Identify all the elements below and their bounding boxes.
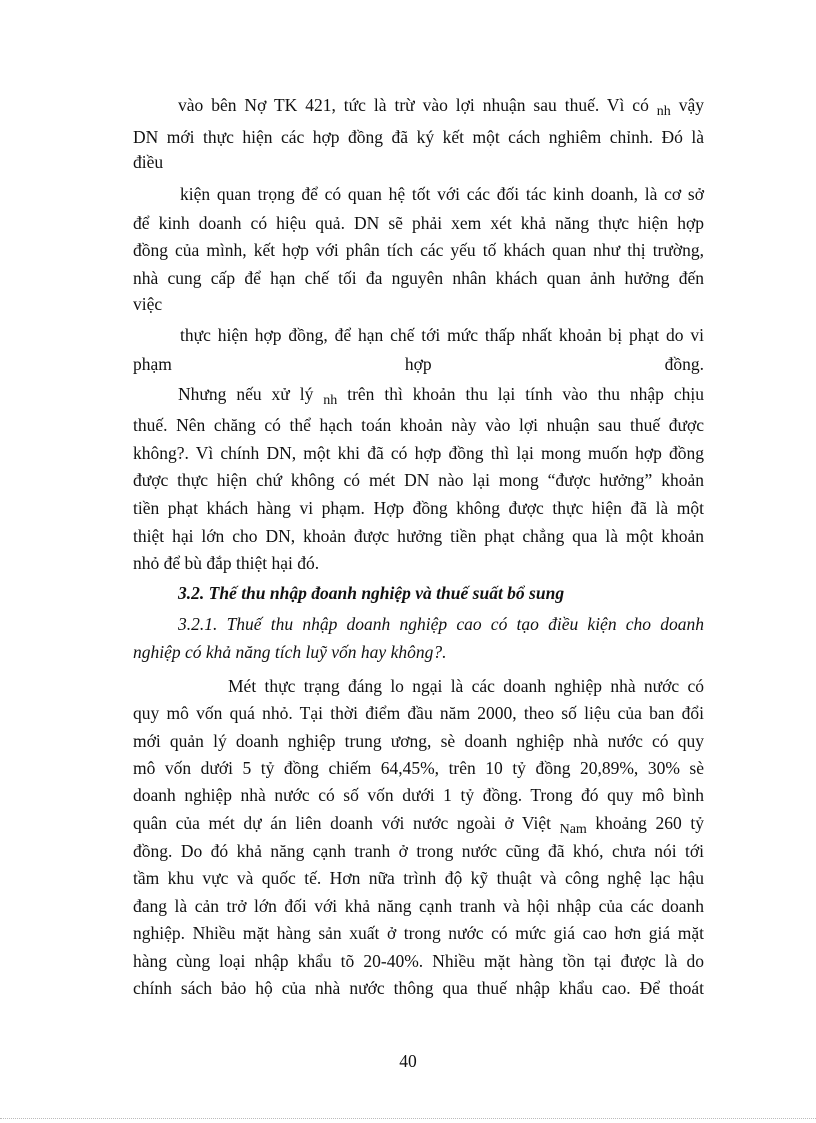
page-number: 40: [399, 1051, 417, 1071]
text-line: kiện quan trọng để có quan hệ tốt với các đối tác kinh doanh, là cơ sở: [180, 184, 704, 204]
text-line: quy mô vốn quá nhỏ. Tại thời điểm đầu năm 2000, theo số liệu của ban đổi: [133, 703, 704, 723]
text-line: quân của mét dự án liên doanh với nước ngoài ở Việt $_{Nam}$ khoảng 260 tỷ: [133, 813, 704, 837]
text-line: DN mới thực hiện các hợp đồng đã ký kết một cách nghiêm chỉnh. Đó là: [133, 127, 704, 147]
subsection-heading: 3.2.1. Thuế thu nhập doanh nghiệp cao có tạo điều kiện cho doanh: [178, 614, 704, 634]
text-line: thực hiện hợp đồng, để hạn chế tới mức thấp nhất khoản bị phạt do vi: [180, 325, 704, 345]
text-line: [133, 352, 704, 376]
text-line: đồng. Do đó khả năng cạnh tranh ở trong nước cũng đã khó, chưa nói tới: [133, 841, 704, 861]
text-line: thiệt hại lớn cho DN, khoản được hưởng tiền phạt chẳng qua là một khoản: [133, 526, 704, 546]
word: hợp: [404, 354, 432, 374]
text-line: tầm khu vực và quốc tế. Hơn nữa trình độ kỹ thuật và công nghệ lạc hậu: [133, 868, 704, 888]
text-line: Nhưng nếu xử lý $_{nh}$ trên thì khoản thu lại tính vào thu nhập chịu: [178, 384, 704, 408]
text-line: thuế. Nên chăng có thể hạch toán khoản này vào lợi nhuận sau thuế được: [133, 415, 704, 435]
section-heading: 3.2. Thế thu nhập đoanh nghiệp và thuế suất bổ sung: [178, 583, 565, 603]
page-bottom-divider: [0, 1118, 816, 1119]
word: đồng.: [664, 354, 704, 374]
text-line: hàng cùng loại nhập khẩu tõ 20-40%. Nhiều mặt hàng tồn tại được là do: [133, 951, 704, 971]
text-line: mới quản lý doanh nghiệp trung ương, sè doanh nghiệp nhà nước có quy: [133, 731, 704, 751]
text-line: đang là cản trở lớn đối với khả năng cạnh tranh và hội nhập của các doanh: [133, 896, 704, 916]
text-line: để kinh doanh có hiệu quả. DN sẽ phải xem xét khả năng thực hiện hợp: [133, 213, 704, 233]
text-line: nghiệp. Nhiều mặt hàng sản xuất ở trong nước có mức giá cao hơn giá mặt: [133, 923, 704, 943]
text-line: nhà cung cấp để hạn chế tối đa nguyên nhân khách quan ảnh hưởng đến: [133, 268, 704, 288]
subsection-heading: nghiệp có khả năng tích luỹ vốn hay không?.: [133, 642, 447, 662]
text-line: nhỏ để bù đắp thiệt hại đó.: [133, 553, 320, 573]
text-line: mô vốn dưới 5 tỷ đồng chiếm 64,45%, trên 10 tỷ đồng 20,89%, 30% sè: [133, 758, 704, 778]
text-line: việc: [133, 294, 163, 314]
text-line: điều: [133, 152, 164, 172]
text-line: không?. Vì chính DN, một khi đã có hợp đồng thì lại mong muốn hợp đồng: [133, 443, 704, 463]
text-line: vào bên Nợ TK 421, tức là trừ vào lợi nhuận sau thuế. Vì có $_{nh}$ vậy: [178, 95, 704, 119]
text-line: tiền phạt khách hàng vi phạm. Hợp đồng không được thực hiện đã là một: [133, 498, 704, 518]
word: phạm: [133, 354, 172, 374]
text-line: doanh nghiệp nhà nước có số vốn dưới 1 tỷ đồng. Trong đó quy mô bình: [133, 785, 704, 805]
text-line: Mét thực trạng đáng lo ngại là các doanh nghiệp nhà nước có: [228, 676, 704, 696]
text-line: được thực hiện chứ không có mét DN nào lại mong “được hưởng” khoản: [133, 470, 704, 490]
text-line: chính sách bảo hộ của nhà nước thông qua thuế nhập khẩu cao. Để thoát: [133, 978, 704, 998]
text-line: đồng của mình, kết hợp với phân tích các yếu tố khách quan như thị trường,: [133, 240, 704, 260]
